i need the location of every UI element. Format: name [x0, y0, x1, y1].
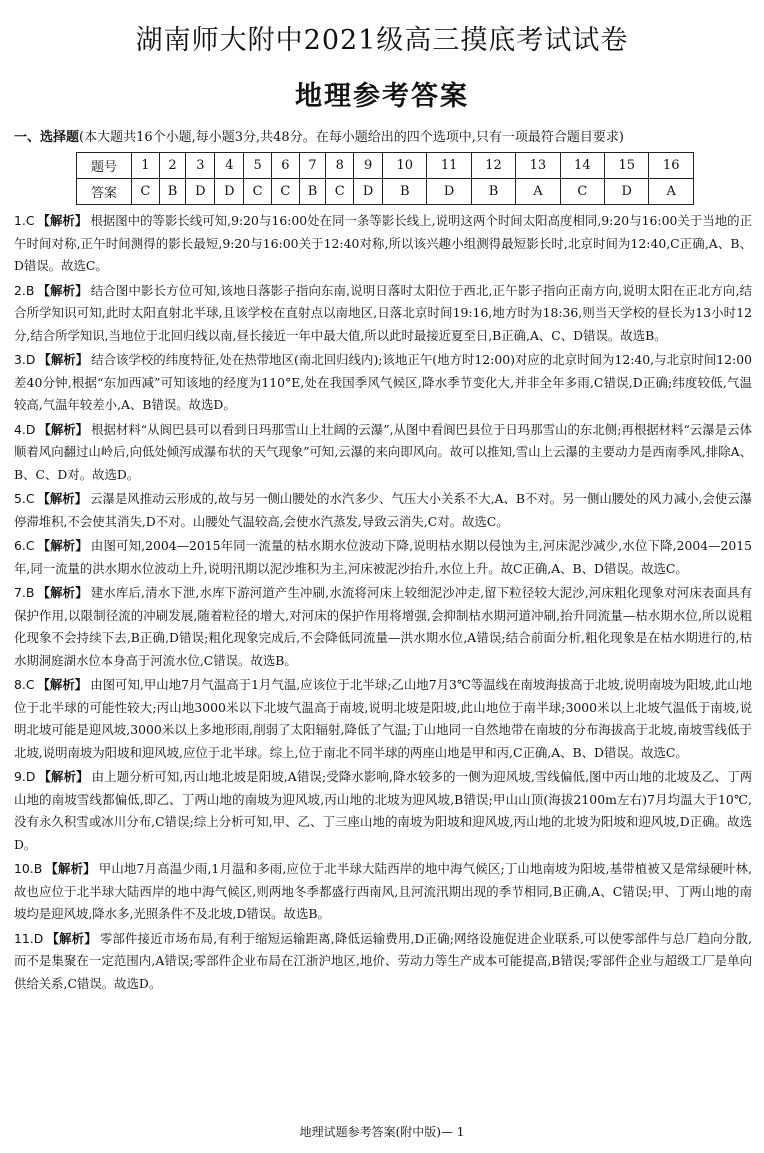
row-label-number: 题号 [77, 153, 132, 179]
explanation-text: 由图可知,甲山地7月气温高于1月气温,应该位于北半球;乙山地7月3℃等温线在南坡海拔高于北坡,说明南坡为阳坡,此山地位于北半球的可能性较大;丙山地3000米以下北坡气温高于南坡,说明北坡是阳坡,此山地位于南半球;3000米以上北坡气温低于南坡,说明北坡可能是迎风坡,3000米以上多地形雨,削弱了太阳辐射,降低了气温;丁山地同一自然地带在南坡的分布海拔高于北坡,南坡雪线低于北坡,说明南坡为阳坡和迎风坡,应位于北半球。综上,位于南北不同半球的两座山地是甲和丙,C正确,A、B、D错误。故选C。 [14, 677, 752, 760]
question-number-cell: 3 [186, 153, 215, 179]
explanation-text: 由上题分析可知,丙山地北坡是阳坡,A错误;受降水影响,降水较多的一侧为迎风坡,雪线偏低,图中丙山地的北坡及乙、丁两山地的南坡雪线都偏低,即乙、丁两山地的南坡为迎风坡,丙山地的北坡为迎风坡,B错误;甲山山顶(海拔2100m左右)7月均温大于10℃,没有永久积雪或冰川分布,C错误;综上分析可知,甲、乙、丁三座山地的南坡为阳坡和迎风坡,丙山地的北坡为阳坡和迎风坡,D正确。故选D。 [14, 769, 752, 852]
explanation-text: 根据图中的等影长线可知,9:20与16:00处在同一条等影长线上,说明这两个时间太阳高度相同,9:20与16:00关于当地的正午时间对称,正午时间测得的影长最短,9:20与16:00关于12:40对称,所以该兴趣小组测得最短影长时,北京时间为12:40,C正确,A、B、D错误。故选C。 [14, 213, 752, 273]
question-number-cell: 5 [244, 153, 272, 179]
question-number-cell: 1 [132, 153, 160, 179]
question-number-cell: 7 [299, 153, 326, 179]
answer-cell: D [427, 179, 471, 205]
question-number-cell: 4 [215, 153, 244, 179]
analysis-tag: 【解析】 [37, 282, 88, 298]
answer-cell: D [605, 179, 649, 205]
question-explanation [14, 928, 752, 996]
analysis-tag: 【解析】 [38, 769, 89, 784]
section-instruction: (本大题共16个小题,每小题3分,共48分。在每小题给出的四个选项中,只有一项最符合题目要求) [79, 130, 624, 145]
question-answer-label: 9.D [14, 769, 36, 784]
answer-cell: C [272, 179, 300, 205]
answer-cell: B [159, 179, 186, 205]
question-explanation [14, 535, 752, 580]
question-answer-label: 7.B [14, 585, 35, 600]
answer-cell: C [560, 179, 604, 205]
analysis-tag: 【解析】 [37, 677, 88, 692]
answer-cell: B [471, 179, 515, 205]
answer-table [76, 152, 694, 205]
answer-cell: D [215, 179, 244, 205]
answer-cell: C [244, 179, 272, 205]
question-explanation [14, 349, 752, 417]
question-answer-label: 2.B [14, 282, 35, 298]
question-number-cell: 16 [649, 153, 694, 179]
question-answer-label: 5.C [14, 491, 35, 506]
question-number-cell: 6 [272, 153, 300, 179]
explanation-text: 结合该学校的纬度特征,处在热带地区(南北回归线内);该地正午(地方时12:00)对应的北京时间为12:40,与北京时间12:00差40分钟,根据“东加西减”可知该地的经度为110°E,处在我国季风气候区,降水季节变化大,并非全年多雨,C错误,D正确;纬度较低,气温较高,气温年较差小,A、B错误。故选D。 [14, 352, 752, 412]
question-number-cell: 8 [326, 153, 354, 179]
question-explanation [14, 858, 752, 926]
analysis-tag: 【解析】 [37, 585, 88, 600]
answer-cell: A [649, 179, 694, 205]
explanation-text: 云瀑是风推动云形成的,故与另一侧山腰处的水汽多少、气压大小关系不大,A、B不对。另一侧山腰处的风力减小,会使云瀑停滞堆积,不会使其消失,D不对。山腰处气温较高,会使水汽蒸发,导致云消失,C对。故选C。 [14, 491, 752, 529]
question-explanation [14, 766, 752, 856]
question-explanation [14, 419, 752, 487]
question-number-cell: 10 [383, 153, 427, 179]
answer-cell: C [326, 179, 354, 205]
question-answer-label: 1.C [14, 213, 35, 228]
question-explanation [14, 674, 752, 764]
question-explanation [14, 210, 752, 278]
answer-row [77, 179, 694, 205]
analysis-tag: 【解析】 [38, 421, 89, 437]
question-number-cell: 14 [560, 153, 604, 179]
analysis-tag: 【解析】 [37, 491, 88, 506]
question-number-row [77, 153, 694, 179]
section-label: 一、选择题 [14, 130, 80, 145]
row-label-answer: 答案 [77, 179, 132, 205]
analysis-tag: 【解析】 [45, 861, 96, 876]
explanation-text: 零部件接近市场布局,有利于缩短运输距离,降低运输费用,D正确;网络设施促进企业联系,可以使零部件与总厂趋向分散,而不是集聚在一定范围内,A错误;零部件企业布局在江浙沪地区,地价、劳动力等生产成本可能提高,B错误;零部件企业与超级工厂是单向供给关系,C错误。故选D。 [14, 930, 752, 991]
explanation-text: 甲山地7月高温少雨,1月温和多雨,应位于北半球大陆西岸的地中海气候区;丁山地南坡为阳坡,基带植被又是常绿硬叶林,故也应位于北半球大陆西岸的地中海气候区,则两地冬季都盛行西南风,且河流汛期出现的季节相同,B正确,A、C错误;甲、丁两山地的南坡均是迎风坡,降水多,光照条件不及北坡,D错误。故选B。 [14, 861, 752, 921]
question-answer-label: 4.D [14, 421, 36, 437]
question-answer-label: 6.C [14, 538, 35, 553]
analysis-tag: 【解析】 [46, 930, 97, 946]
question-answer-label: 11.D [14, 930, 44, 946]
answer-key-title: 地理参考答案 [295, 81, 469, 112]
section-heading [14, 126, 754, 145]
question-explanation [14, 488, 752, 533]
answer-cell: D [186, 179, 215, 205]
analysis-tag: 【解析】 [37, 213, 88, 228]
question-explanation [14, 280, 752, 348]
question-number-cell: 2 [159, 153, 186, 179]
answer-cell: D [354, 179, 383, 205]
answer-cell: C [132, 179, 160, 205]
page-footer: 地理试题参考答案(附中版)— 1 [299, 1125, 465, 1139]
answer-cell: A [516, 179, 560, 205]
question-answer-label: 3.D [14, 352, 36, 367]
question-number-cell: 15 [605, 153, 649, 179]
answer-cell: B [383, 179, 427, 205]
exam-title: 湖南师大附中2021级高三摸底考试试卷 [135, 25, 629, 56]
explanation-text: 结合图中影长方位可知,该地日落影子指向东南,说明日落时太阳位于西北,正午影子指向正南方向,说明太阳在正北方向,结合所学知识可知,此时太阳直射北半球,且该学校在直射点以南地区,日落北京时间19:16,地方时为18:36,则当天学校的昼长为13小时12分,结合所学知识,当地位于北回归线以南,昼长接近一年中最大值,所以此时最接近夏至日,B正确,A、C、D错误。故选B。 [14, 282, 752, 343]
analysis-tag: 【解析】 [38, 352, 89, 367]
question-answer-label: 10.B [14, 861, 43, 876]
question-number-cell: 11 [427, 153, 471, 179]
question-number-cell: 13 [516, 153, 560, 179]
question-answer-label: 8.C [14, 677, 35, 692]
explanations [14, 210, 752, 997]
question-number-cell: 12 [471, 153, 515, 179]
explanation-text: 根据材料“从阆巴县可以看到日玛那雪山上壮阔的云瀑”,从图中看阆巴县位于日玛那雪山的东北侧;再根据材料“云瀑是云体顺着风向翻过山岭后,向低处倾泻成瀑布状的天气现象”可知,云瀑的来向即风向。故可以推知,雪山上云瀑的主要动力是西南季风,排除A、B、C、D对。故选D。 [14, 421, 752, 482]
question-number-cell: 9 [354, 153, 383, 179]
answer-cell: B [299, 179, 326, 205]
analysis-tag: 【解析】 [37, 538, 88, 553]
question-explanation [14, 582, 752, 672]
explanation-text: 建水库后,清水下泄,水库下游河道产生冲刷,水流将河床上较细泥沙冲走,留下粒径较大泥沙,河床粗化现象对河床表面具有保护作用,以限制径流的冲刷发展,随着粒径的增大,对河床的保护作用将增强,会抑制枯水期河道冲刷,抬升同流量—枯水期水位,所以说粗化现象不会持续下去,B正确,D错误;粗化现象完成后,不会降低同流量—洪水期水位,A错误;结合前面分析,粗化现象是在枯水期进行的,枯水期洞庭湖水位本身高于河流水位,C错误。故选B。 [14, 585, 752, 668]
explanation-text: 由图可知,2004—2015年同一流量的枯水期水位波动下降,说明枯水期以侵蚀为主,河床泥沙减少,水位下降,2004—2015年,同一流量的洪水期水位波动上升,说明汛期以泥沙堆积为主,河床被泥沙抬升,水位上升。故C正确,A、B、D错误。故选C。 [14, 538, 753, 576]
